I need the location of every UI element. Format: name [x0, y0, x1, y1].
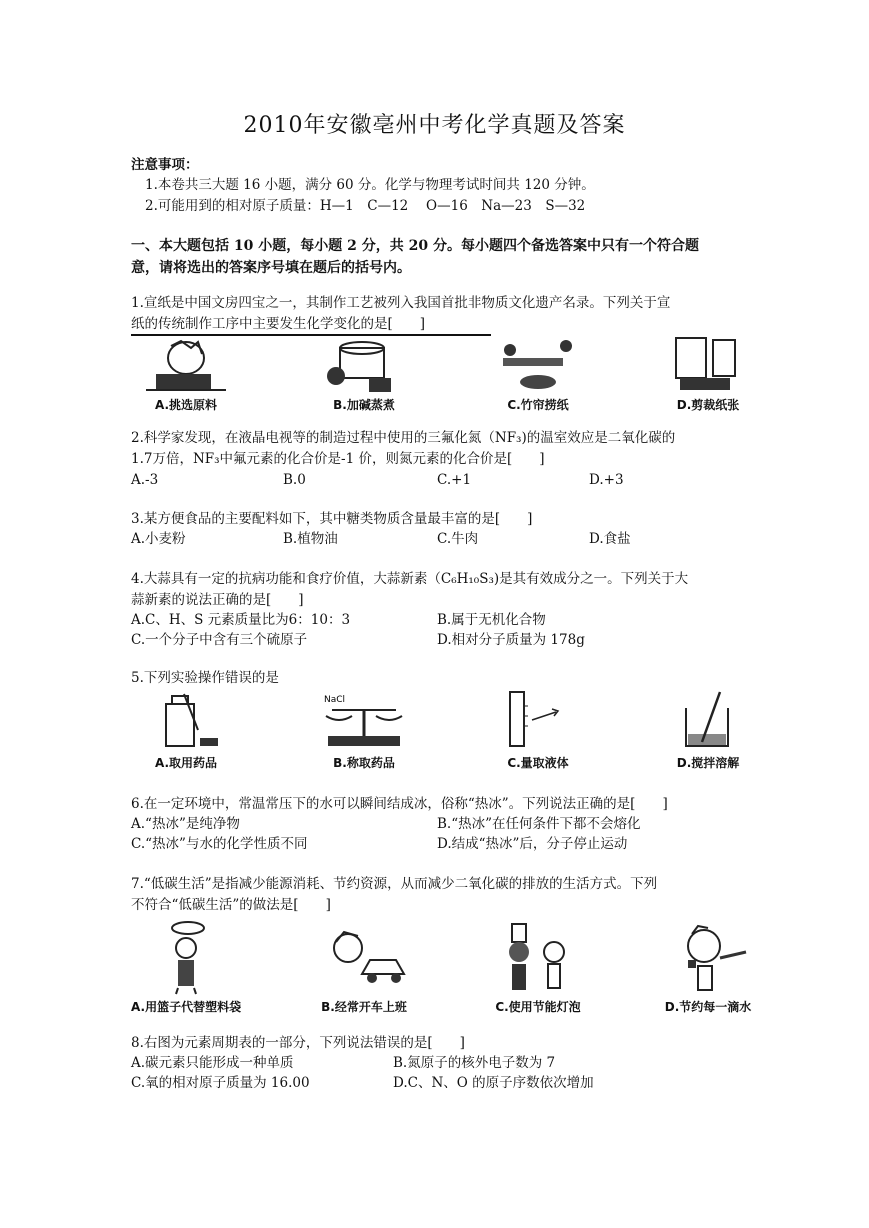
- question-1-text: 1.宣纸是中国文房四宝之一，其制作工艺被列入我国首批非物质文化遗产名录。下列关于宣: [131, 295, 671, 311]
- option: D.食盐: [589, 531, 631, 547]
- option-caption: B.加碱蒸煮: [333, 398, 395, 412]
- question-5-text: 5.下列实验操作错误的是: [131, 670, 279, 686]
- cutting-paper-illustration: [658, 336, 758, 394]
- option: B.氮原子的核外电子数为 7: [393, 1055, 556, 1071]
- question-2-text: 2.科学家发现，在液晶电视等的制造过程中使用的三氟化氮（NF₃)的温室效应是二氧化碳的: [131, 430, 676, 446]
- option-image: [653, 690, 763, 771]
- question-6-text: 6.在一定环境中，常温常压下的水可以瞬间结成冰，俗称“热冰”。下列说法正确的是[ ]: [131, 796, 668, 812]
- question-8-text: 8.右图为元素周期表的一部分，下列说法错误的是[ ]: [131, 1035, 465, 1051]
- note-line: 2.可能用到的相对原子质量：H—1 C—12 O—16 Na—23 S—32: [145, 198, 586, 214]
- balance-scale-icon: [314, 690, 414, 752]
- option-image: [309, 918, 419, 1015]
- option: B.属于无机化合物: [437, 612, 546, 628]
- scooping-paper-illustration: [488, 336, 588, 394]
- option: B.植物油: [283, 531, 338, 547]
- option-image: [483, 336, 593, 413]
- option-image: [653, 336, 763, 413]
- question-4-text: 4.大蒜具有一定的抗病功能和食疗价值，大蒜新素（C₆H₁₀S₃)是其有效成分之一。下列关于大: [131, 571, 689, 587]
- question-1-images: [131, 336, 741, 416]
- question-3-text: 3.某方便食品的主要配料如下，其中糖类物质含量最丰富的是[ ]: [131, 511, 533, 527]
- option-caption: D.节约每一滴水: [664, 1000, 752, 1014]
- section-heading: 一、本大题包括 10 小题，每小题 2 分，共 20 分。每小题四个备选答案中只有一个符合题: [131, 238, 699, 254]
- question-5-images: [131, 690, 741, 780]
- note-line: 1.本卷共三大题 16 小题，满分 60 分。化学与物理考试时间共 120 分钟。: [145, 177, 595, 193]
- option: A.“热冰”是纯净物: [131, 816, 240, 832]
- option-caption: B.称取药品: [333, 756, 395, 770]
- option: A.小麦粉: [131, 531, 186, 547]
- measuring-cylinder-icon: [488, 690, 588, 752]
- reagent-bottle-icon: [136, 690, 236, 752]
- option-image: [309, 690, 419, 771]
- option-image: [483, 918, 593, 1015]
- option: A.C、H、S 元素质量比为6：10：3: [131, 612, 351, 628]
- option: D.结成“热冰”后，分子停止运动: [437, 836, 628, 852]
- option: C.一个分子中含有三个硫原子: [131, 632, 308, 648]
- option: A.-3: [131, 472, 159, 488]
- question-7-images: [131, 918, 752, 1018]
- page-title: 2010年安徽亳州中考化学真题及答案: [243, 113, 626, 138]
- option-caption: A.挑选原料: [154, 398, 218, 412]
- option-image: [131, 690, 241, 771]
- option: A.碳元素只能形成一种单质: [131, 1055, 294, 1071]
- option-image: [131, 918, 241, 1015]
- option: C.+1: [437, 472, 472, 488]
- boiling-pot-illustration: [314, 336, 414, 394]
- question-2-text: 1.7万倍，NF₃中氟元素的化合价是-1 价，则氮元素的化合价是[ ]: [131, 451, 545, 467]
- car-cartoon: [314, 918, 414, 996]
- section-heading: 意，请将选出的答案序号填在题后的括号内。: [131, 260, 411, 276]
- option: D.相对分子质量为 178g: [437, 632, 585, 648]
- option-image: [483, 690, 593, 771]
- option-caption: C.竹帘捞纸: [507, 398, 569, 412]
- question-4-text: 蒜新素的说法正确的是[ ]: [131, 592, 304, 608]
- option: C.氧的相对原子质量为 16.00: [131, 1075, 310, 1091]
- beaker-stirring-icon: [658, 690, 758, 752]
- question-7-text: 不符合“低碳生活”的做法是[ ]: [131, 897, 331, 913]
- paper-making-illustration: [136, 336, 236, 394]
- option-caption: D.搅拌溶解: [676, 756, 740, 770]
- question-1-text: 纸的传统制作工序中主要发生化学变化的是[ ]: [131, 316, 426, 332]
- option: C.“热冰”与水的化学性质不同: [131, 836, 308, 852]
- question-7-text: 7.“低碳生活”是指减少能源消耗、节约资源，从而减少二氧化碳的排放的生活方式。下列: [131, 876, 658, 892]
- option-image: [131, 336, 241, 413]
- option: C.牛肉: [437, 531, 479, 547]
- option-caption: A.取用药品: [154, 756, 218, 770]
- notes-heading: 注意事项：: [131, 157, 199, 173]
- water-drop-cartoon: [658, 918, 758, 996]
- option-caption: C.使用节能灯泡: [495, 1000, 581, 1014]
- option-caption: C.量取液体: [507, 756, 569, 770]
- option-image: [309, 336, 419, 413]
- option: B.0: [283, 472, 306, 488]
- option-caption: A.用篮子代替塑料袋: [131, 1000, 242, 1014]
- option-caption: D.剪裁纸张: [676, 398, 740, 412]
- option-caption: B.经常开车上班: [321, 1000, 407, 1014]
- option: B.“热冰”在任何条件下都不会熔化: [437, 816, 641, 832]
- option: D.C、N、O 的原子序数依次增加: [393, 1075, 594, 1091]
- light-bulb-cartoon: [488, 918, 588, 996]
- option-image: [653, 918, 763, 1015]
- basket-cartoon: [136, 918, 236, 996]
- option: D.+3: [589, 472, 624, 488]
- nacl-label: NaCl: [324, 695, 346, 705]
